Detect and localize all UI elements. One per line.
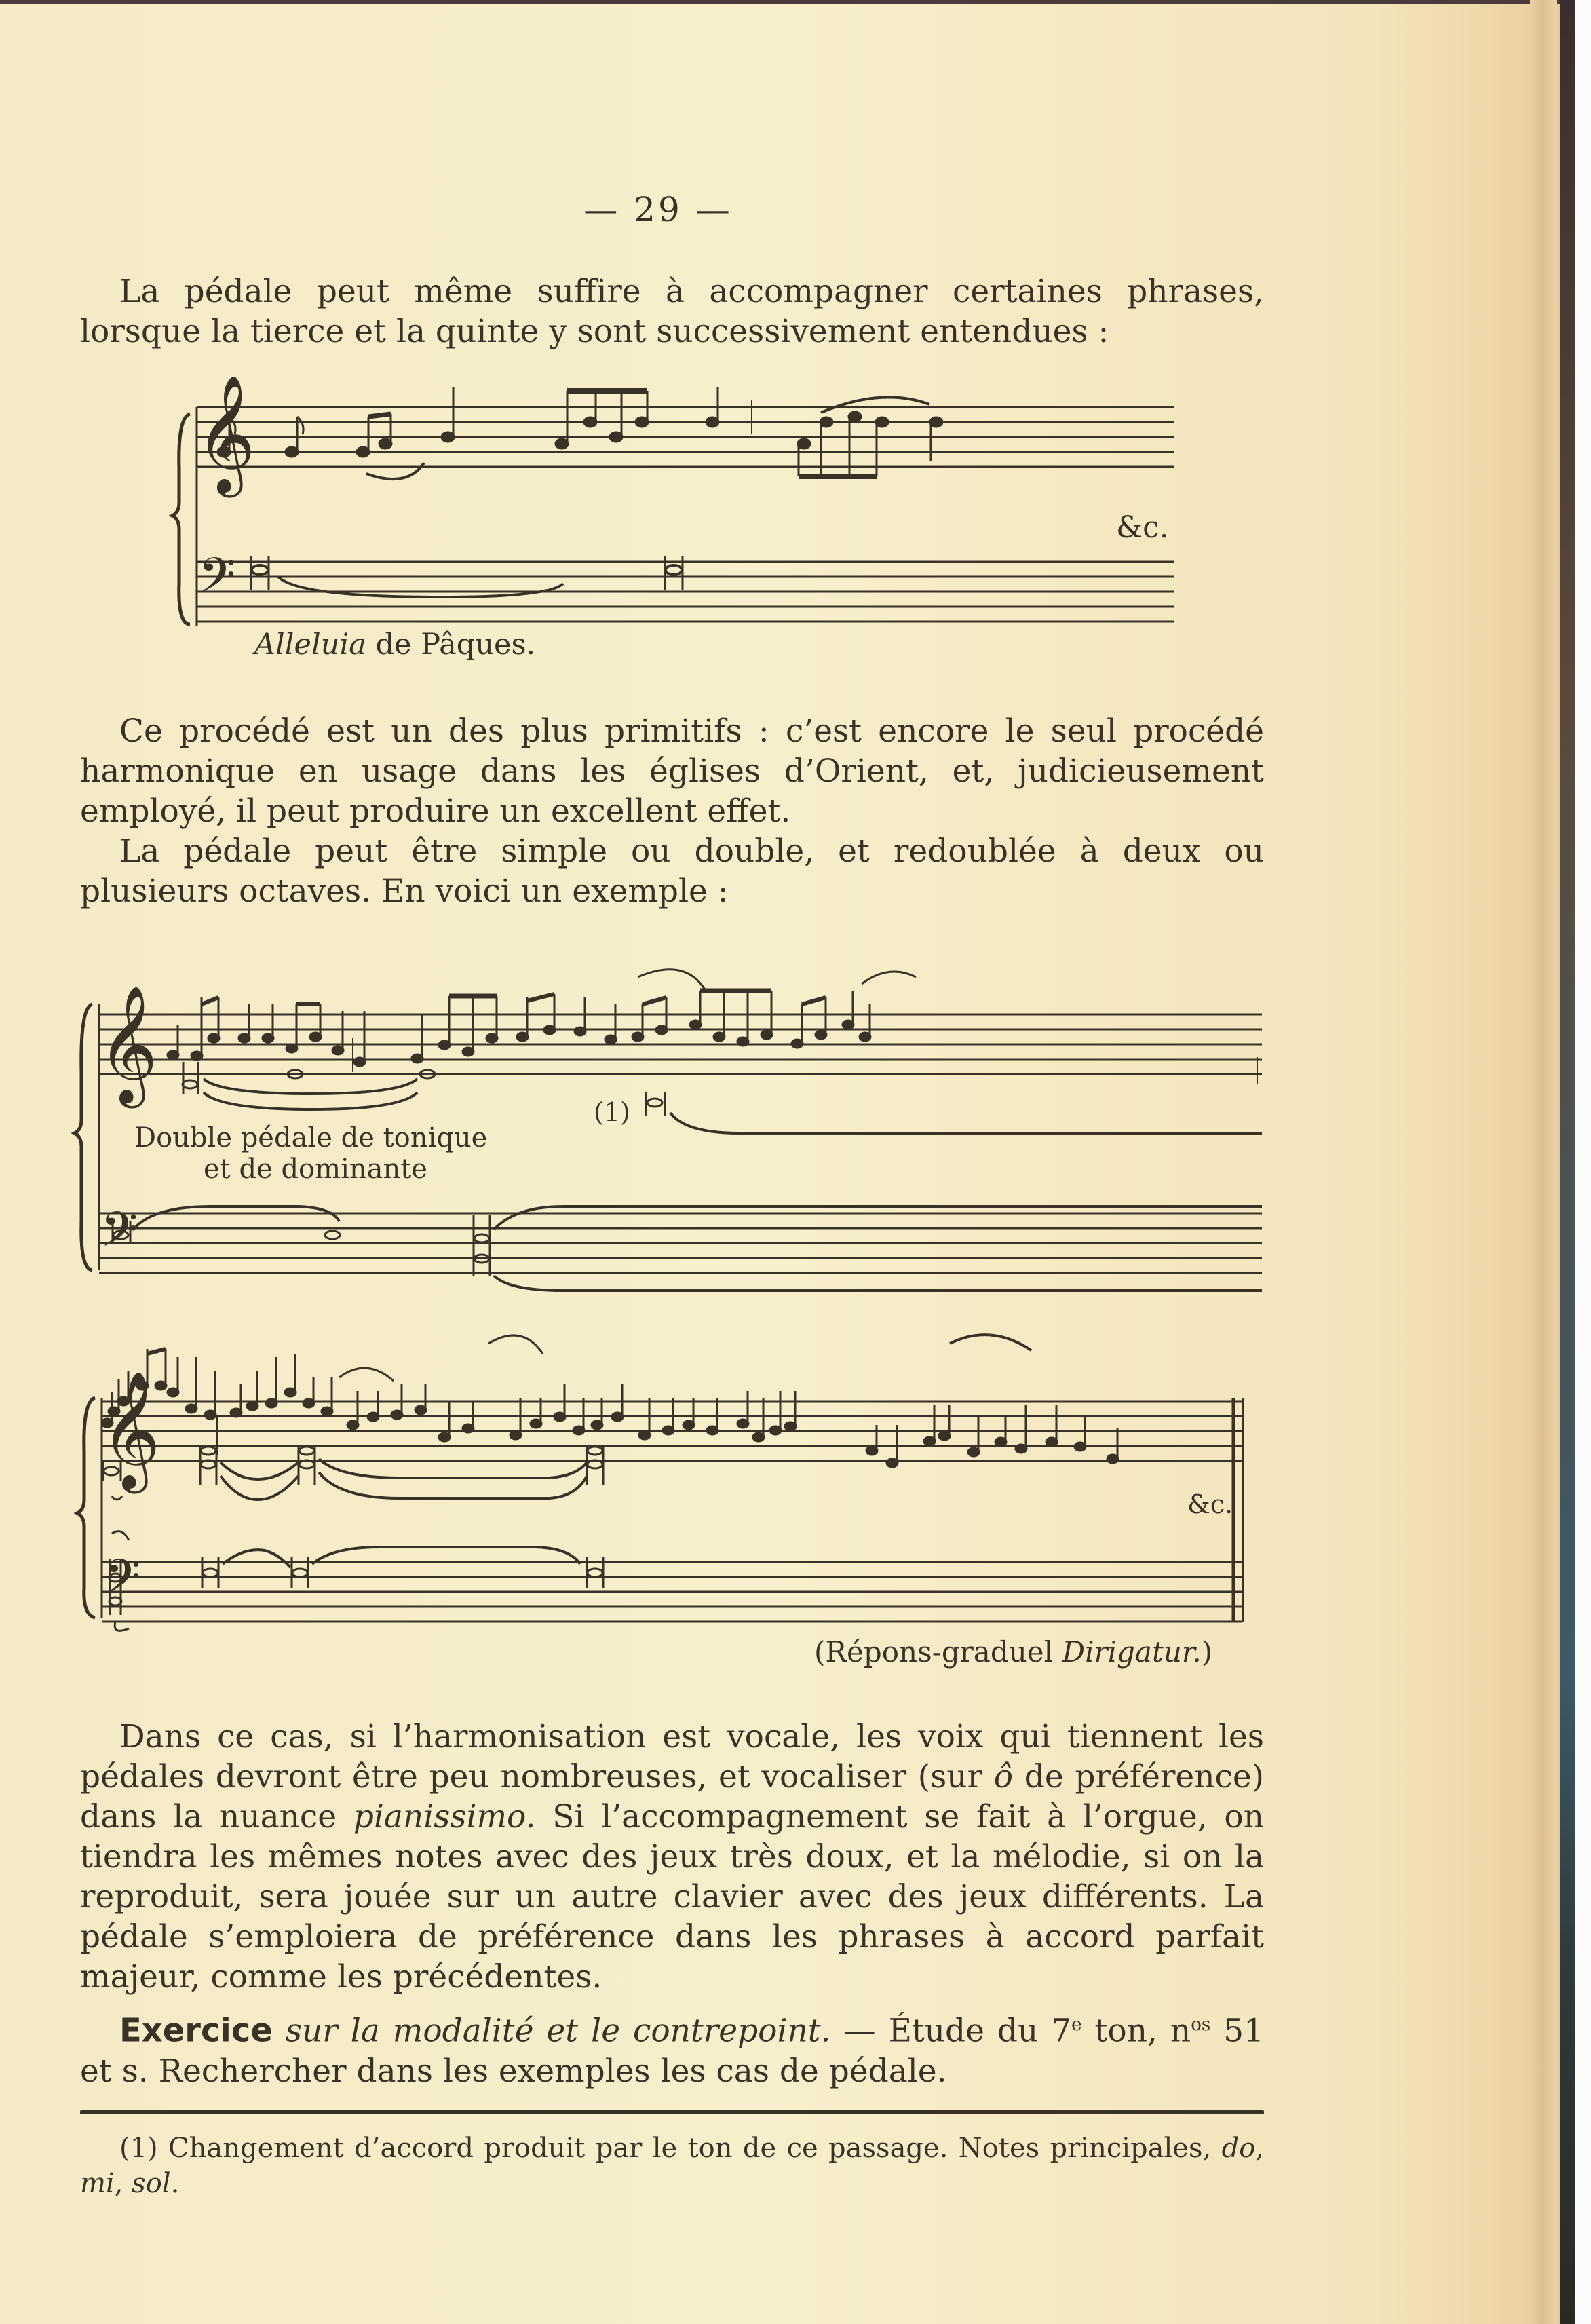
annotation-line-2: et de dominante xyxy=(204,1154,427,1185)
treble-clef-icon: 𝄞 xyxy=(100,1371,161,1489)
footnote-divider xyxy=(80,2110,1264,2114)
bass-clef-icon: 𝄢 xyxy=(198,548,236,615)
music-example-1 xyxy=(170,375,1174,645)
bass-clef-icon: 𝄢 xyxy=(100,1202,138,1270)
paragraph-3: La pédale peut être simple ou double, et redoublée à deux ou plusieurs octaves. En voici un exemple : xyxy=(80,833,1264,910)
bass-clef-icon: 𝄢 xyxy=(103,1549,141,1617)
example-3-source: (Répons-graduel Dirigatur.) xyxy=(814,1635,1213,1669)
etc-label: &c. xyxy=(1187,1489,1233,1519)
footnote: (1) Changement d’accord produit par le ton de ce passage. Notes principales, do, mi, sol. xyxy=(80,2133,1264,2199)
footnote-marker: (1) xyxy=(594,1097,630,1127)
page-fold-shadow xyxy=(1530,0,1557,2324)
paragraph-2: Ce procédé est un des plus primitifs : c’est encore le seul procédé harmonique en usage dans les églises d’Orient, et, judicieusement employé, il peut produire un excellent effet. xyxy=(80,712,1264,830)
book-cover-edge xyxy=(1560,0,1575,2324)
scan-margin xyxy=(1575,0,1591,2324)
music-example-3 xyxy=(75,1330,1269,1628)
paragraph-1-text: La pédale peut même suffire à accompagner certaines phrases, lorsque la tierce et la quinte y sont successivement entendues : xyxy=(80,273,1264,350)
paragraph-4: Dans ce cas, si l’harmonisation est vocale, les voix qui tiennent les pédales devront être peu nombreuses, et vocaliser (sur ô de préférence) dans la nuance pianissimo. Si l’accompagnement se fait à l’orgue, on tiendra les mêmes notes avec des jeux très doux, et la mélodie, si on la reproduit, sera jouée sur un autre clavier avec des jeux différents. La pédale s’emploiera de préférence dans les phrases à accord parfait majeur, comme les précédentes. xyxy=(80,1718,1264,1996)
exercise-label: Exercice xyxy=(119,2011,273,2050)
etc-label: &c. xyxy=(1116,510,1169,545)
page-number: — 29 — xyxy=(583,190,733,229)
treble-clef-icon: 𝄞 xyxy=(195,375,256,493)
treble-clef-icon: 𝄞 xyxy=(98,985,158,1103)
scan-top-edge xyxy=(0,0,1591,4)
exercise-paragraph: Exercice sur la modalité et le contrepoint. — Étude du 7e ton, $n^{os}$ 51 et s. Rechercher dans les exemples les cas de pédale. xyxy=(80,2011,1264,2090)
paragraph-1 xyxy=(80,271,1264,351)
music-example-2 xyxy=(75,977,1262,1289)
annotation-line-1: Double pédale de tonique xyxy=(134,1122,488,1154)
example-1-caption: Alleluia de Pâques. xyxy=(254,628,536,662)
